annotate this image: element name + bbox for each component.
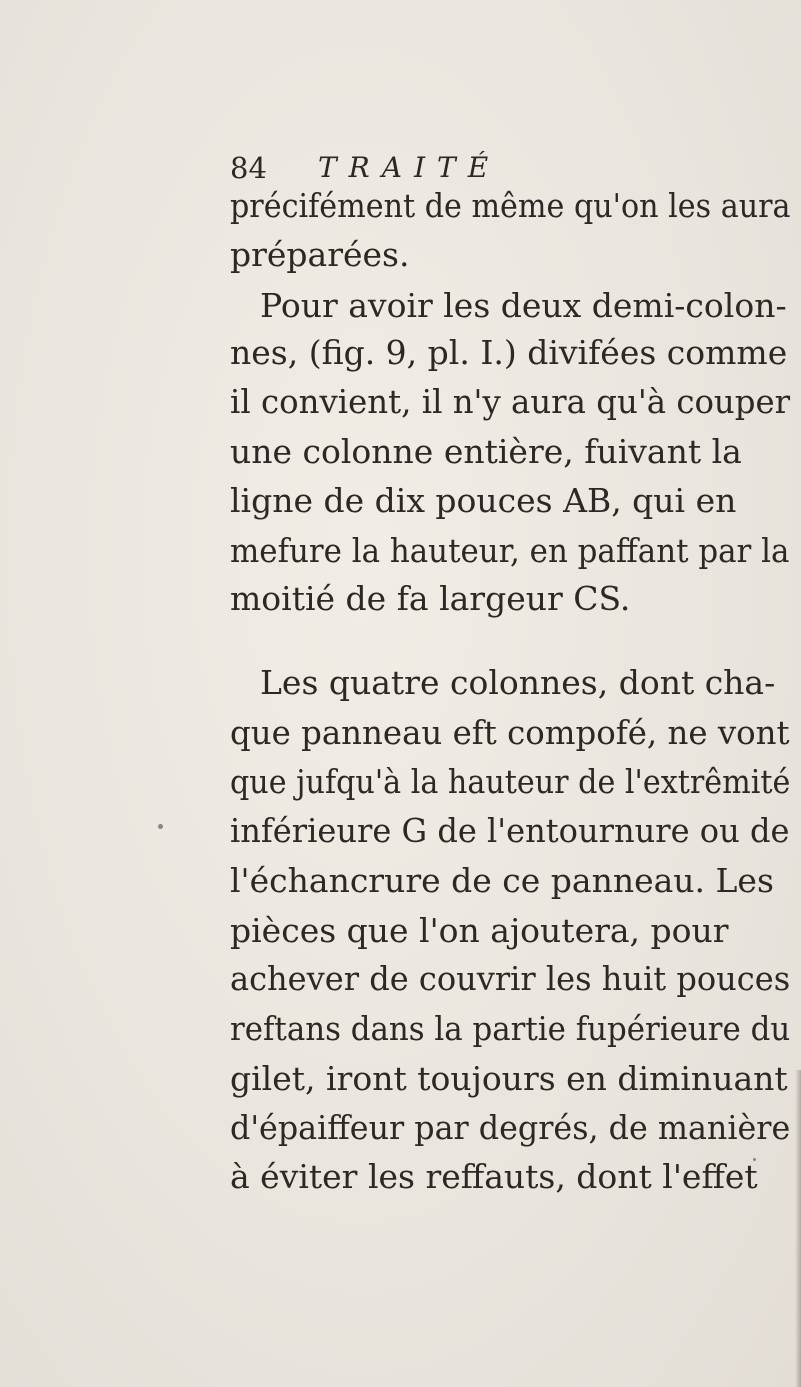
text-line: une colonne entière, fuivant la [230, 432, 742, 471]
text-line: que panneau eft compofé, ne vont [230, 713, 790, 752]
text-line: d'épaiffeur par degrés, de manière [230, 1108, 791, 1147]
text-line: achever de couvrir les huit pouces [230, 959, 791, 998]
text-line: mefure la hauteur, en paffant par la [230, 531, 790, 570]
text-line: ligne de dix pouces AB, qui en [230, 481, 737, 520]
text-line: nes, (fig. 9, pl. I.) divifées comme [230, 333, 788, 372]
text-line: précifément de même qu'on les aura [230, 186, 791, 225]
text-line: Les quatre colonnes, dont cha- [260, 663, 776, 702]
text-line: reftans dans la partie fupérieure du [230, 1009, 791, 1048]
text-line: il convient, il n'y aura qu'à couper [230, 382, 791, 421]
page-number: 84 [230, 151, 267, 185]
ink-speck [158, 824, 163, 829]
running-title: TRAITÉ [318, 151, 501, 184]
text-line: l'échancrure de ce panneau. Les [230, 861, 774, 900]
text-line: inférieure G de l'entournure ou de [230, 811, 790, 850]
text-line: préparées. [230, 235, 410, 274]
page-header [230, 148, 610, 188]
text-line: que jufqu'à la hauteur de l'extrêmité [230, 762, 791, 801]
text-line: gilet, iront toujours en diminuant [230, 1059, 788, 1098]
text-line: pièces que l'on ajoutera, pour [230, 911, 729, 950]
text-line: Pour avoir les deux demi-colon- [260, 286, 787, 325]
text-line: moitié de fa largeur CS. [230, 579, 631, 618]
page-edge-shadow [795, 1070, 801, 1387]
text-line: à éviter les reffauts, dont l'effet [230, 1157, 758, 1196]
